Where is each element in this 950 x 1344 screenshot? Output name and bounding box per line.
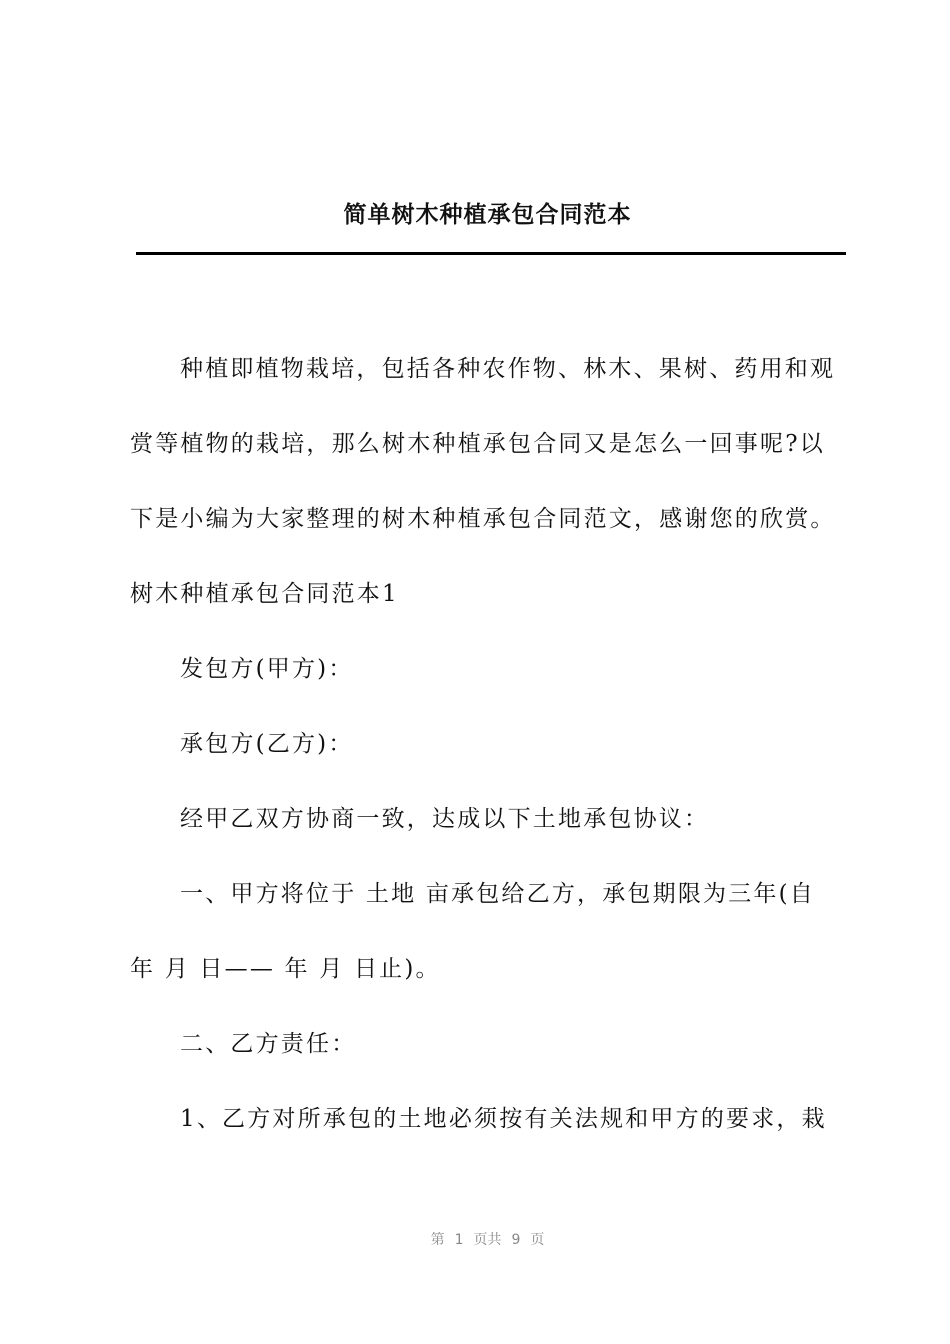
agreement-intro-line: 经甲乙双方协商一致，达成以下土地承包协议： (180, 806, 710, 832)
party-b-line: 承包方(乙方)： (180, 731, 354, 757)
section-heading-1: 树木种植承包合同范本1 (130, 581, 399, 607)
footer-total-pages: 9 (511, 1232, 521, 1248)
clause-1-line-2: 年 月 日—— 年 月 日止)。 (130, 956, 441, 982)
footer-suffix: 页 (530, 1232, 545, 1248)
document-title: 简单树木种植承包合同范本 (343, 202, 632, 228)
footer-current-page: 1 (454, 1232, 464, 1248)
party-a-line: 发包方(甲方)： (180, 656, 354, 682)
title-underline (136, 252, 846, 255)
body-line-3: 下是小编为大家整理的树木种植承包合同范文，感谢您的欣赏。 (130, 506, 836, 532)
footer-prefix: 第 (430, 1232, 445, 1248)
clause-2-heading: 二、乙方责任： (180, 1031, 357, 1057)
clause-1-line-1: 一、甲方将位于 土地 亩承包给乙方，承包期限为三年(自 (180, 881, 815, 907)
body-line-1: 种植即植物栽培，包括各种农作物、林木、果树、药用和观 (180, 356, 836, 382)
clause-2-item-1: 1、乙方对所承包的土地必须按有关法规和甲方的要求，栽 (180, 1106, 827, 1132)
footer-middle: 页共 (473, 1232, 502, 1248)
body-line-2: 赏等植物的栽培，那么树木种植承包合同又是怎么一回事呢?以 (130, 431, 825, 457)
page-footer (0, 1229, 950, 1249)
